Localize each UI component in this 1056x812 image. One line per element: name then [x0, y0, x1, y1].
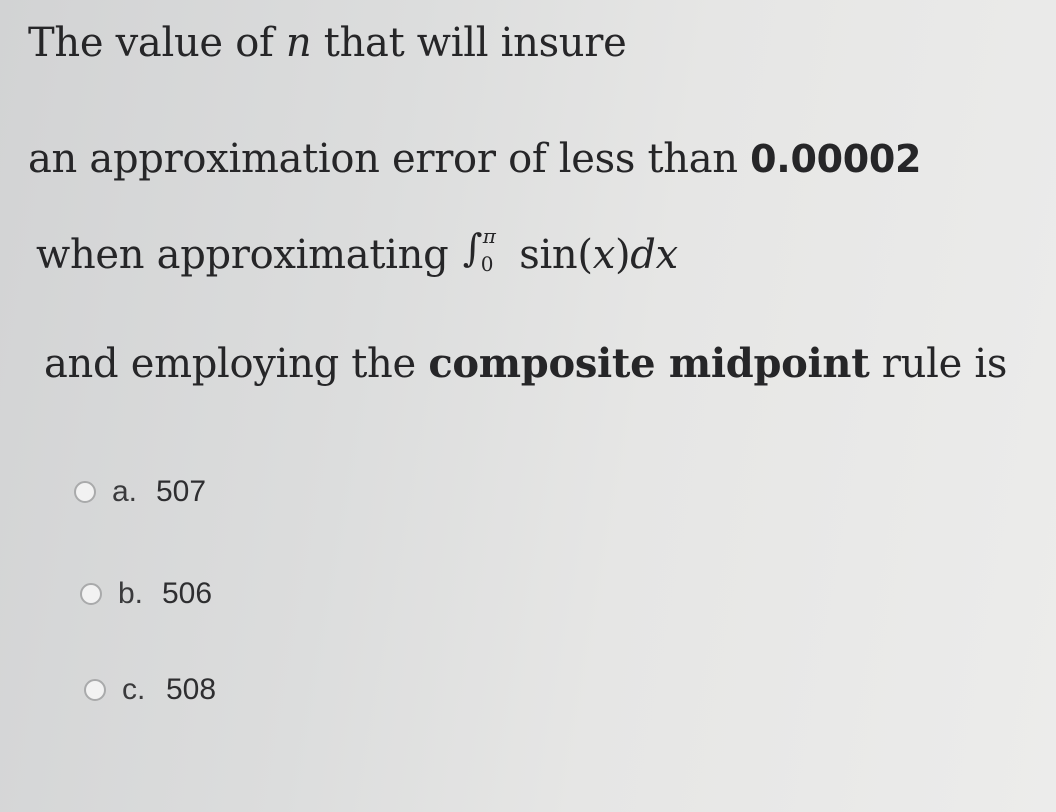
- option-c-value: 508: [166, 673, 217, 706]
- variable-n: n: [285, 20, 312, 66]
- radio-button-c[interactable]: [84, 679, 106, 701]
- radio-button-b[interactable]: [80, 583, 102, 605]
- question-line-1-after: that will insure: [311, 20, 627, 66]
- option-c[interactable]: [84, 673, 216, 707]
- question-line-4-after: rule is: [869, 341, 1008, 387]
- question-line-2-before: an approximation error of less than: [28, 136, 751, 182]
- integral-expression: [461, 224, 507, 276]
- option-a[interactable]: [74, 475, 206, 509]
- option-c-letter: c.: [122, 673, 146, 706]
- radio-button-a[interactable]: [74, 481, 96, 503]
- integral-upper-limit: π: [482, 224, 496, 248]
- question-line-4-before: and employing the: [44, 341, 429, 387]
- question-line-4: [44, 340, 1007, 387]
- integrand-variable: x: [592, 232, 615, 278]
- option-a-value: 507: [156, 475, 207, 508]
- integral-lower-limit: 0: [480, 252, 494, 276]
- integrand-function: sin(: [506, 232, 593, 278]
- option-b-letter: b.: [118, 577, 144, 610]
- question-line-3: [36, 224, 678, 278]
- option-a-letter: a.: [112, 475, 138, 508]
- integrand-close: ): [614, 232, 631, 278]
- option-b[interactable]: [80, 577, 212, 611]
- question-line-2: [28, 136, 921, 182]
- differential: dx: [630, 232, 678, 278]
- option-b-value: 506: [162, 577, 213, 610]
- question-line-1: [28, 20, 626, 66]
- method-name: composite midpoint: [428, 340, 870, 387]
- integral-sign: ∫: [462, 226, 483, 270]
- error-tolerance: 0.00002: [750, 137, 922, 181]
- question-line-3-before: when approximating: [36, 232, 461, 278]
- question-line-1-before: The value of: [28, 20, 286, 66]
